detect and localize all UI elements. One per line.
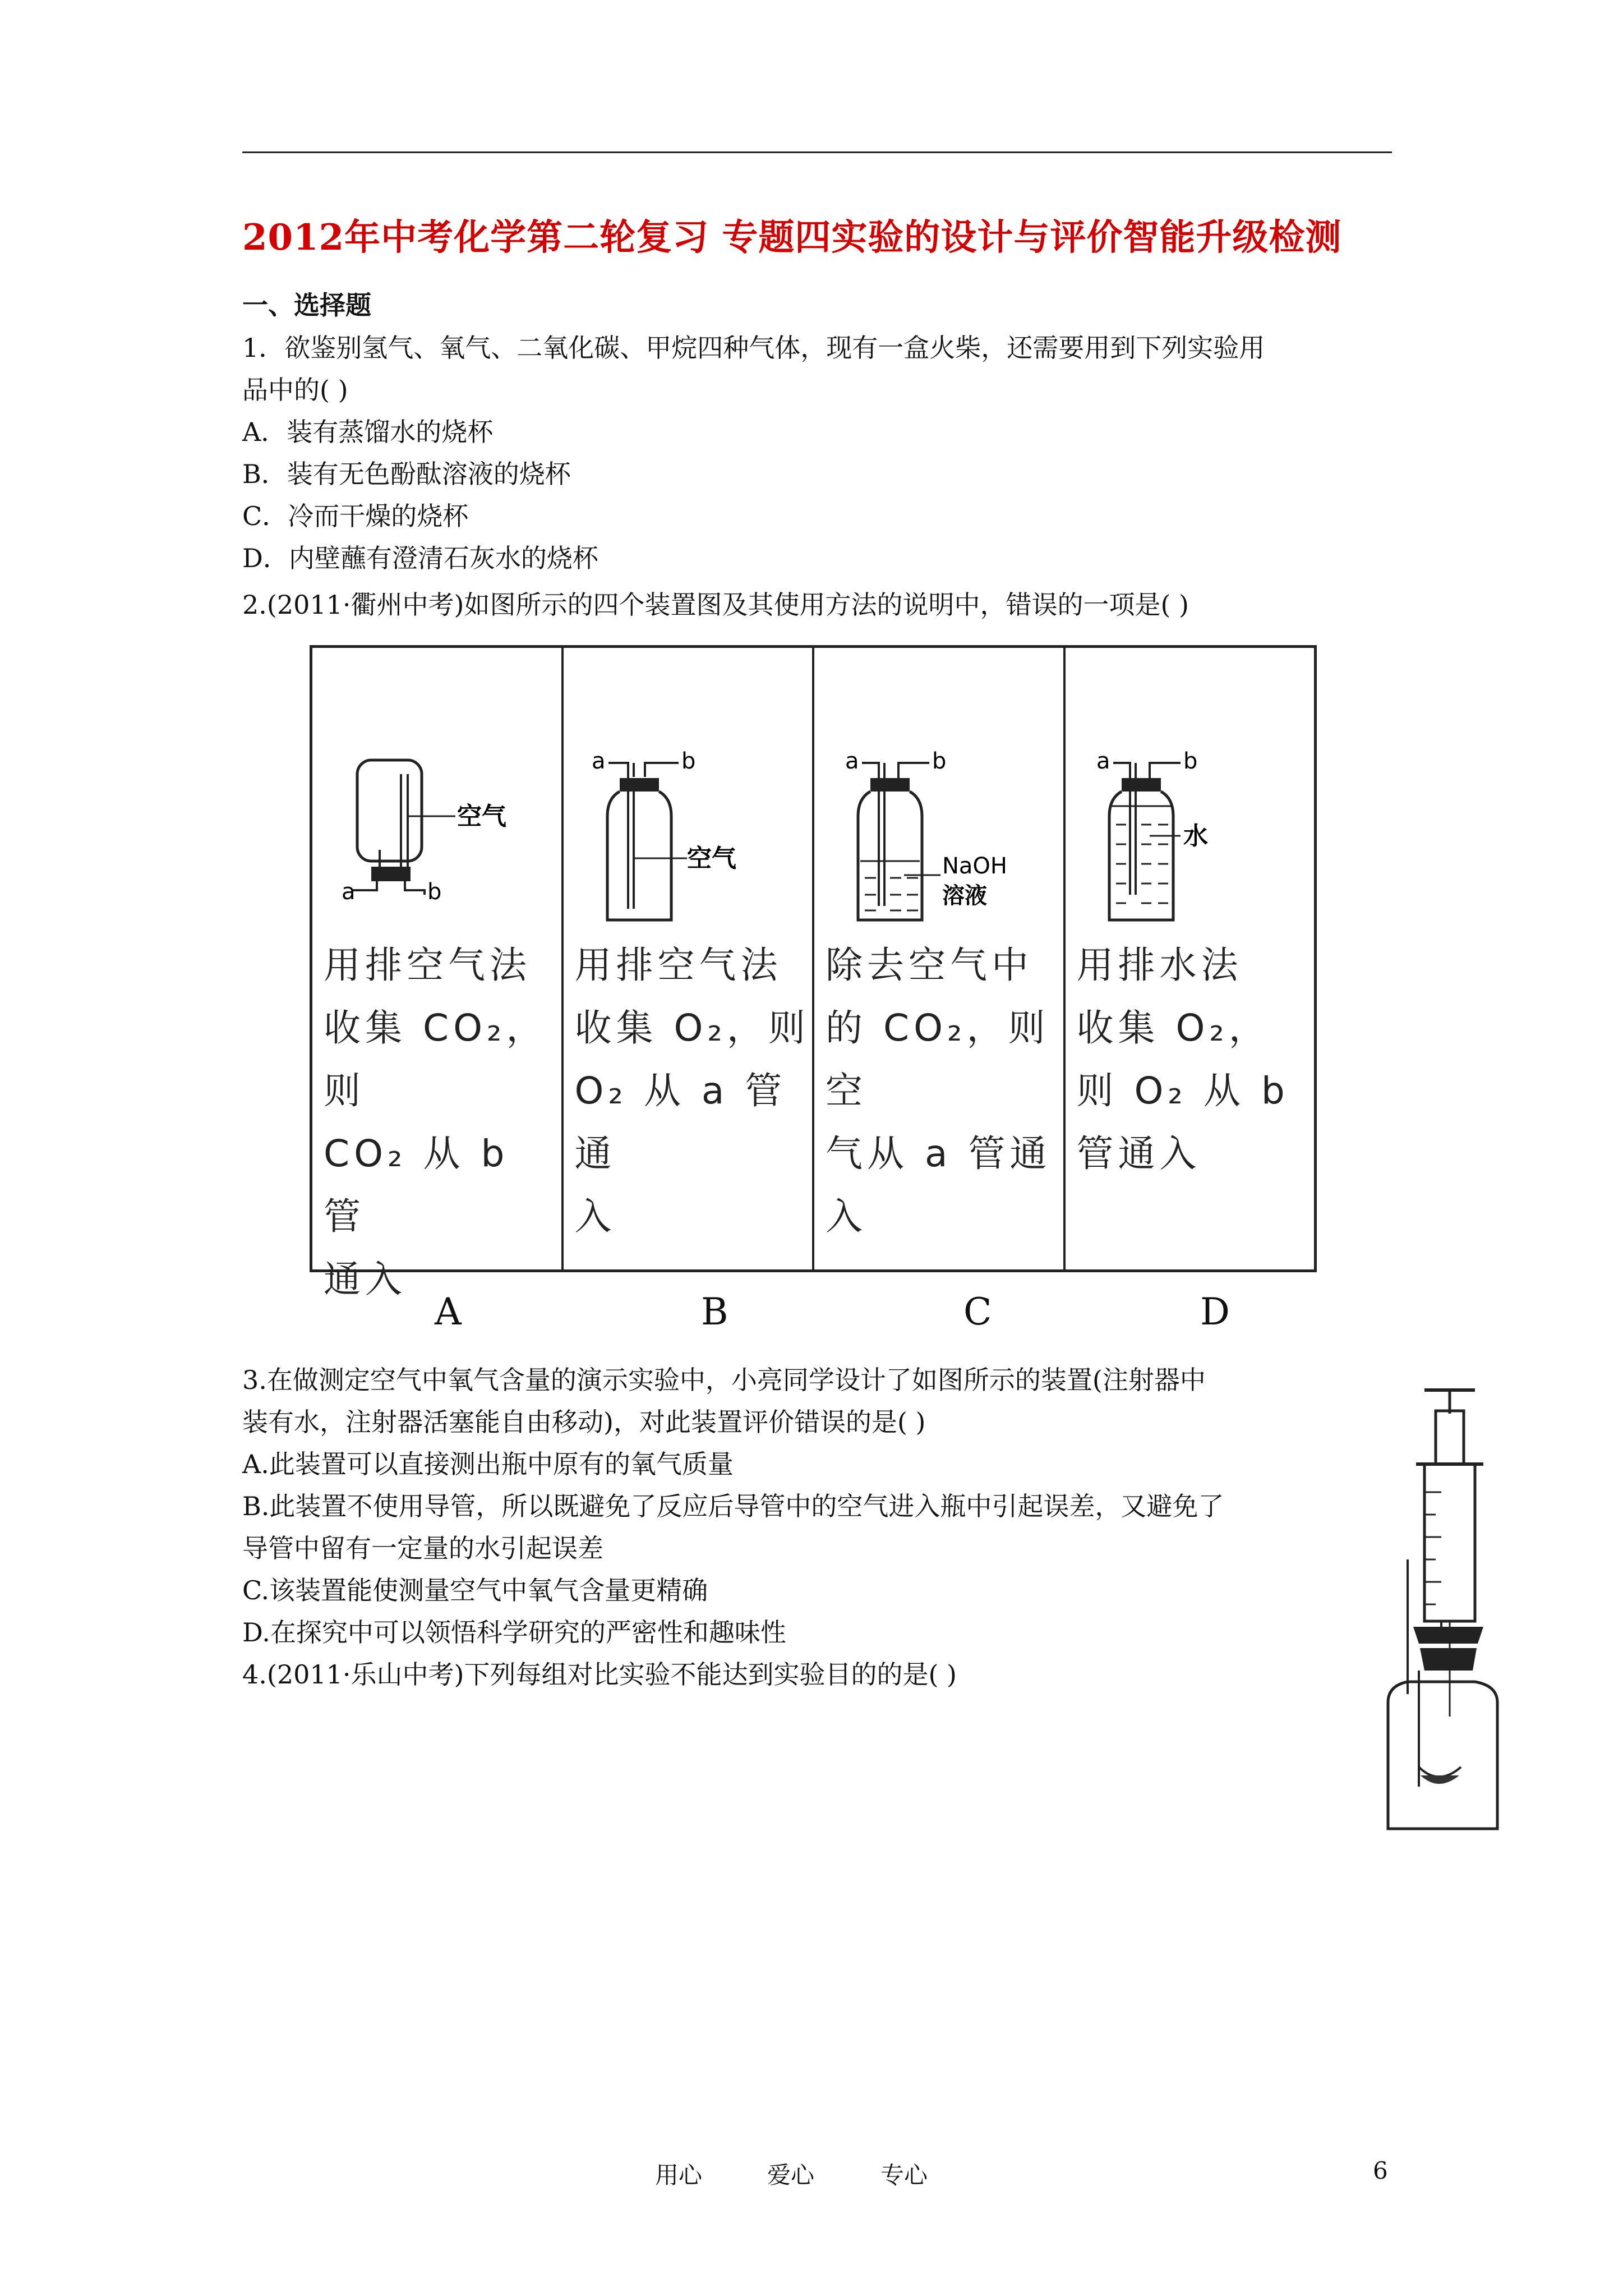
q3-option-b-line2: 导管中留有一定量的水引起误差 [242,1533,603,1563]
q1-stem-line1: 1．欲鉴别氢气、氧气、二氧化碳、甲烷四种气体，现有一盒火柴，还需要用到下列实验用 [242,333,1265,363]
q1-stem-line2: 品中的( ) [242,375,348,405]
footer-motto-2: 爱心 [767,2161,815,2189]
inverted-bottle-diagram [312,648,570,928]
caption-c: 除去空气中 的 CO₂，则空 气从 a 管通 入 [826,944,1052,1238]
q4-stem: 4.(2011·乐山中考)下列每组对比实验不能达到实验目的的是( ) [242,1659,957,1690]
figure-label-b: B [701,1290,728,1333]
footer-motto-3: 专心 [880,2161,928,2189]
q2-stem: 2.(2011·衢州中考)如图所示的四个装置图及其使用方法的说明中，错误的一项是( ) [242,590,1189,620]
apparatus-cell-d [1066,648,1315,1269]
q3-stem-line2: 装有水，注射器活塞能自由移动)，对此装置评价错误的是( ) [242,1407,926,1437]
gas-bottle-diagram-c [814,648,1072,928]
water-label: 水 [1183,822,1208,850]
svg-text:a: a [1096,748,1110,774]
gas-bottle-diagram-d [1066,648,1324,928]
page-title: 2012年中考化学第二轮复习 专题四实验的设计与评价智能升级检测 [242,217,1342,259]
page-number: 6 [1373,2157,1388,2184]
header-rule [242,151,1392,153]
q3-stem-line1: 3.在做测定空气中氧气含量的演示实验中，小亮同学设计了如图所示的装置(注射器中 [242,1365,1206,1395]
q1-option-d: D．内壁蘸有澄清石灰水的烧杯 [242,543,598,573]
q3-option-c: C.该装置能使测量空气中氧气含量更精确 [242,1575,708,1605]
svg-text:b: b [932,748,947,774]
svg-text:b: b [681,748,695,774]
caption-a: 用排空气法 收集 CO₂，则 CO₂ 从 b 管 通入 [324,944,548,1301]
svg-text:b: b [427,879,442,905]
caption-b: 用排空气法 收集 O₂，则 O₂ 从 a 管通 入 [574,944,810,1238]
figure-label-a: A [435,1290,462,1333]
svg-text:a: a [591,748,606,774]
solution-label: 溶液 [942,883,987,909]
syringe-bottle-diagram [1363,1380,1525,1851]
gas-bottle-diagram-b [564,648,822,928]
q1-option-c: C．冷而干燥的烧杯 [242,501,469,531]
q3-option-b-line1: B.此装置不使用导管，所以既避免了反应后导管中的空气进入瓶中引起误差，又避免了 [242,1491,1224,1521]
air-label-a: 空气 [457,802,506,831]
apparatus-cell-a [312,648,564,1301]
figure-label-c: C [963,1290,992,1333]
svg-text:a: a [845,748,859,774]
naoh-label: NaOH [942,853,1007,879]
q1-option-b: B．装有无色酚酞溶液的烧杯 [242,459,571,489]
apparatus-cell-b [564,648,815,1269]
q1-option-a: A．装有蒸馏水的烧杯 [242,417,494,447]
q3-option-a: A.此装置可以直接测出瓶中原有的氧气质量 [242,1449,734,1479]
caption-d: 用排水法 收集 O₂， 则 O₂ 从 b 管通入 [1076,944,1289,1175]
figure-label-d: D [1200,1290,1230,1333]
footer-motto-1: 用心 [655,2161,703,2189]
air-label-b: 空气 [686,844,736,873]
svg-text:a: a [342,879,356,905]
section-heading: 一、选择题 [242,290,371,320]
apparatus-figure [310,645,1317,1301]
apparatus-cell-c [814,648,1066,1269]
q3-option-d: D.在探究中可以领悟科学研究的严密性和趣味性 [242,1617,786,1648]
svg-text:b: b [1183,748,1197,774]
